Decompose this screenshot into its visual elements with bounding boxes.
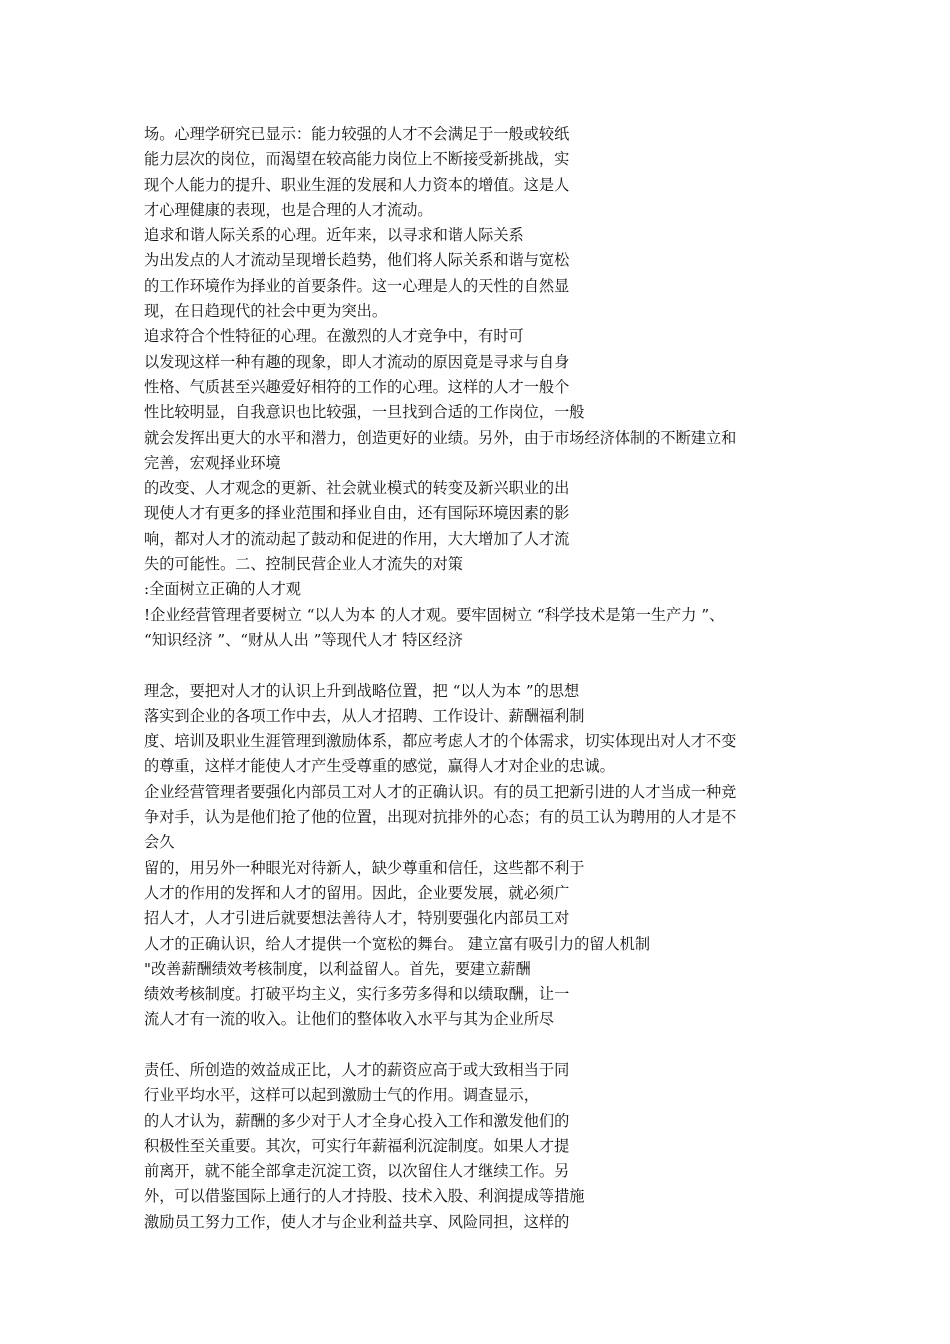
text-line: 失的可能性。二、控制民营企业人才流失的对策 — [144, 555, 463, 574]
text-line: 完善，宏观择业环境 — [144, 453, 281, 472]
text-line: 追求和谐人际关系的心理。近年来，以寻求和谐人际关系 — [144, 226, 524, 245]
paragraph-gap — [144, 1033, 814, 1058]
text-line: 争对手，认为是他们抢了他的位置，出现对抗排外的心态；有的员工认为聘用的人才是不 — [144, 808, 737, 827]
text-line: 行业平均水平，这样可以起到激励士气的作用。调查显示， — [144, 1086, 539, 1105]
text-line: 场。心理学研究已显示：能力较强的人才不会满足于一般或较纸 — [144, 125, 570, 143]
text-line: 前离开，就不能全部拿走沉淀工资，以次留住人才继续工作。另 — [144, 1162, 570, 1181]
text-line: 的人才认为，薪酬的多少对于人才全身心投入工作和激发他们的 — [144, 1111, 570, 1130]
text-line: 以发现这样一种有趣的现象，即人才流动的原因竟是寻求与自身 — [144, 352, 570, 371]
text-line: “知识经济 ”、“财从人出 ”等现代人才 特区经济 — [144, 630, 463, 649]
text-line: 招人才，人才引进后就要想法善待人才，特别要强化内部员工对 — [144, 909, 570, 928]
text-block-1 — [144, 122, 814, 653]
text-line: 外，可以借鉴国际上通行的人才持股、技术入股、利润提成等措施 — [144, 1187, 585, 1206]
text-line: 的尊重，这样才能使人才产生受尊重的感觉，赢得人才对企业的忠诚。 — [144, 757, 615, 776]
text-line: 企业经营管理者要强化内部员工对人才的正确认识。有的员工把新引进的人才当成一种竞 — [144, 782, 737, 801]
text-line: 会久 — [144, 833, 175, 852]
text-line: 能力层次的岗位，而渴望在较高能力岗位上不断接受新挑战，实 — [144, 150, 570, 169]
text-line: 理念，要把对人才的认识上升到战略位置，把 “以人为本 ”的思想 — [144, 681, 580, 700]
document-page — [144, 122, 814, 1235]
text-block-2 — [144, 679, 814, 1033]
text-line: 现，在日趋现代的社会中更为突出。 — [144, 302, 387, 321]
text-line: :全面树立正确的人才观 — [144, 580, 301, 599]
text-line: 性比较明显，自我意识也比较强，一旦找到合适的工作岗位，一般 — [144, 403, 585, 422]
text-line: "改善薪酬绩效考核制度，以利益留人。首先，要建立薪酬 — [144, 959, 531, 978]
text-line: 落实到企业的各项工作中去，从人才招聘、工作设计、薪酬福利制 — [144, 706, 585, 725]
text-line: !企业经营管理者要树立 “以人为本 的人才观。要牢固树立 “科学技术是第一生产力 ”、 — [144, 605, 725, 624]
paragraph-gap — [144, 653, 814, 678]
text-line: 人才的作用的发挥和人才的留用。因此，企业要发展，就必须广 — [144, 883, 570, 902]
text-line: 人才的正确认识，给人才提供一个宽松的舞台。 建立富有吸引力的留人机制 — [144, 934, 651, 953]
text-line: 为出发点的人才流动呈现增长趋势，他们将人际关系和谐与宽松 — [144, 251, 570, 270]
text-line: 留的，用另外一种眼光对待新人，缺少尊重和信任，这些都不利于 — [144, 858, 585, 877]
text-line: 责任、所创造的效益成正比，人才的薪资应高于或大致相当于同 — [144, 1060, 570, 1079]
text-line: 追求符合个性特征的心理。在激烈的人才竞争中，有时可 — [144, 327, 524, 346]
text-line: 绩效考核制度。打破平均主义，实行多劳多得和以绩取酬，让一 — [144, 985, 570, 1004]
text-line: 性格、气质甚至兴趣爱好相符的工作的心理。这样的人才一般个 — [144, 377, 570, 396]
text-line: 的改变、人才观念的更新、社会就业模式的转变及新兴职业的出 — [144, 479, 570, 498]
text-line: 激励员工努力工作，使人才与企业利益共享、风险同担，这样的 — [144, 1212, 570, 1231]
text-line: 现使人才有更多的择业范围和择业自由，还有国际环境因素的影 — [144, 504, 570, 523]
text-line: 现个人能力的提升、职业生涯的发展和人力资本的增值。这是人 — [144, 175, 570, 194]
text-line: 度、培训及职业生涯管理到激励体系，都应考虑人才的个体需求，切实体现出对人才不变 — [144, 732, 737, 751]
text-line: 才心理健康的表现，也是合理的人才流动。 — [144, 200, 433, 219]
text-line: 的工作环境作为择业的首要条件。这一心理是人的天性的自然显 — [144, 276, 570, 295]
text-line: 就会发挥出更大的水平和潜力，创造更好的业绩。另外，由于市场经济体制的不断建立和 — [144, 428, 737, 447]
text-line: 流人才有一流的收入。让他们的整体收入水平与其为企业所尽 — [144, 1010, 555, 1029]
text-block-3 — [144, 1058, 814, 1235]
text-line: 积极性至关重要。其次，可实行年薪福利沉淀制度。如果人才提 — [144, 1136, 570, 1155]
text-line: 响，都对人才的流动起了鼓动和促进的作用，大大增加了人才流 — [144, 529, 570, 548]
